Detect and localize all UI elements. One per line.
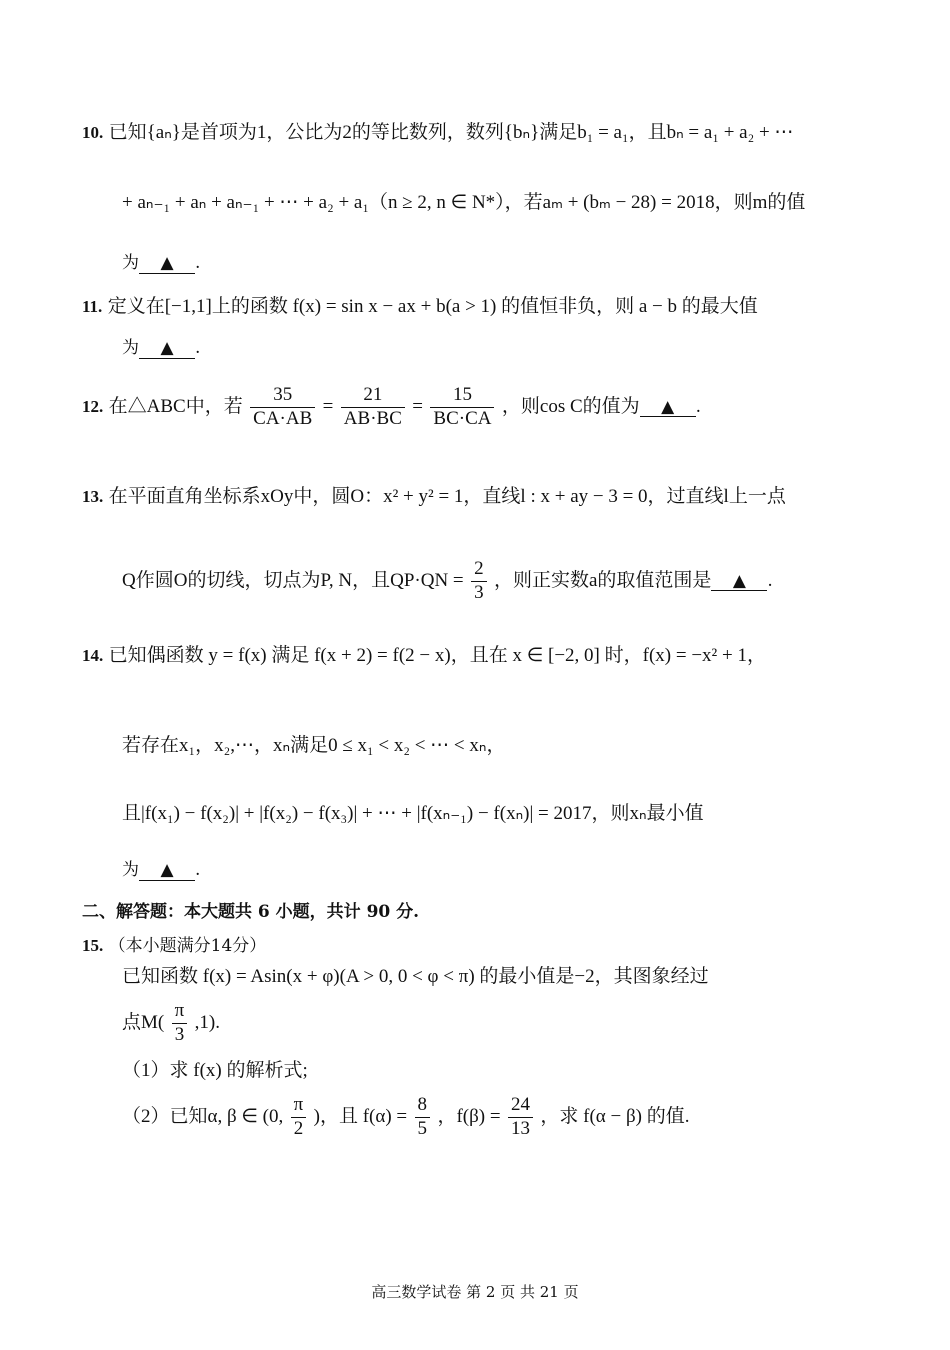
answer-blank bbox=[139, 254, 195, 274]
problem-number: 14. bbox=[82, 646, 104, 665]
answer-blank bbox=[139, 861, 195, 881]
problem-15-line-2 bbox=[122, 1000, 220, 1047]
triangle-icon: ▲ bbox=[160, 338, 174, 358]
page-footer: 高三数学试卷 第 2 页 共 21 页 bbox=[371, 1283, 579, 1301]
problem-number: 12. bbox=[82, 396, 104, 416]
fraction-3: $\frac{15}{BC\cdot CA}$ bbox=[430, 384, 494, 431]
problem-text: 为 bbox=[122, 860, 139, 880]
answer-blank bbox=[139, 339, 195, 359]
problem-text: （2）已知α, β ∈ (0, bbox=[122, 1105, 284, 1127]
problem-15-question-2: （2）已知α, β ∈ (0, $\frac{\pi}{2}$ )，且 f(α) = $\frac{8}{5}$ ，f(β) = $\frac{24}{13}$ ，求 f(α − β) 的值. bbox=[122, 1094, 690, 1139]
problem-text: . bbox=[195, 860, 201, 880]
problem-14-line-2 bbox=[122, 735, 505, 758]
problem-13-line-2: Q作圆O的切线，切点为P, N，且QP·QN = $\frac{2}{3}$ ，则正实数a的取值范围是 ▲ . bbox=[122, 558, 773, 603]
triangle-icon: ▲ bbox=[661, 396, 675, 417]
fraction-pi-3: $\frac{\pi}{3}$ bbox=[172, 1000, 188, 1047]
problem-text: ，则cos C的值为 bbox=[501, 395, 640, 417]
problem-15-line-1 bbox=[122, 966, 709, 989]
problem-11-line-1 bbox=[82, 296, 758, 319]
problem-11-line-2 bbox=[122, 338, 200, 359]
fraction-pi-2: $\frac{\pi}{2}$ bbox=[291, 1094, 307, 1141]
fraction-24-13: $\frac{24}{13}$ bbox=[508, 1094, 533, 1141]
problem-text: 若存在x₁，x₂,⋯，xₙ满足0 ≤ x₁ < x₂ < ⋯ < xₙ， bbox=[122, 735, 506, 756]
answer-blank bbox=[640, 398, 696, 418]
problem-14-line-1 bbox=[82, 645, 766, 668]
problem-10-line-1 bbox=[82, 122, 793, 145]
problem-12: 12. 在△ABC中，若 $\frac{35}{CA\cdot AB}$ = $\frac{21}{AB\cdot BC}$ = $\frac{15}{BC\cdot CA}$ ，则cos C的值为 ▲ . bbox=[82, 384, 702, 429]
problem-text: ,1). bbox=[194, 1011, 220, 1033]
problem-text: 在△ABC中，若 bbox=[108, 395, 243, 417]
problem-15-question-1 bbox=[122, 1060, 308, 1083]
problem-10-line-2 bbox=[122, 192, 805, 215]
fraction-1: $\frac{35}{CA\cdot AB}$ bbox=[250, 384, 315, 431]
problem-text: 已知{aₙ}是首项为1，公比为2的等比数列，数列{bₙ}满足b₁ = a₁，且bₙ = a₁ + a₂ + ⋯ bbox=[108, 122, 794, 143]
problem-text: 为 bbox=[122, 253, 139, 273]
section-heading: 二、解答题：本大题共 6 小题，共计 90 分. bbox=[82, 902, 420, 922]
answer-blank bbox=[711, 572, 767, 592]
problem-14-line-3 bbox=[122, 803, 704, 826]
fraction: $\frac{2}{3}$ bbox=[471, 558, 487, 605]
fraction-8-5: $\frac{8}{5}$ bbox=[415, 1094, 431, 1141]
problem-text: （1）求 f(x) 的解析式; bbox=[122, 1060, 308, 1081]
problem-text: 已知偶函数 y = f(x) 满足 f(x + 2) = f(2 − x)，且在 x ∈ [−2, 0] 时，f(x) = −x² + 1， bbox=[108, 645, 766, 666]
problem-number: 10. bbox=[82, 123, 104, 142]
problem-text: . bbox=[195, 253, 201, 273]
problem-text: 在平面直角坐标系xOy中，圆O：x² + y² = 1，直线l : x + ay − 3 = 0，过直线l上一点 bbox=[108, 486, 786, 507]
problem-text: 且|f(x₁) − f(x₂)| + |f(x₂) − f(x₃)| + ⋯ + |f(xₙ₋₁) − f(xₙ)| = 2017，则xₙ最小值 bbox=[122, 803, 704, 824]
problem-number: 11. bbox=[82, 297, 103, 316]
problem-10-line-3 bbox=[122, 253, 200, 274]
triangle-icon: ▲ bbox=[732, 570, 746, 591]
problem-15-header bbox=[82, 936, 266, 956]
problem-text: 定义在[−1,1]上的函数 f(x) = sin x − ax + b(a > 1) 的值恒非负，则 a − b 的最大值 bbox=[107, 296, 758, 317]
problem-13-line-1 bbox=[82, 486, 786, 509]
triangle-icon: ▲ bbox=[160, 253, 174, 273]
problem-text: . bbox=[195, 338, 201, 358]
problem-text: 已知函数 f(x) = Asin(x + φ)(A > 0, 0 < φ < π) 的最小值是−2，其图象经过 bbox=[122, 966, 709, 987]
problem-text: Q作圆O的切线，切点为P, N，且QP·QN = bbox=[122, 569, 464, 591]
problem-text: 为 bbox=[122, 338, 139, 358]
problem-number: 13. bbox=[82, 487, 104, 506]
problem-number: 15. bbox=[82, 936, 104, 955]
problem-text: + aₙ₋₁ + aₙ + aₙ₋₁ + ⋯ + a₂ + a₁（n ≥ 2, n ∈ N*），若aₘ + (bₘ − 28) = 2018，则m的值 bbox=[122, 192, 806, 213]
problem-14-line-4 bbox=[122, 860, 200, 881]
problem-text: ，则正实数a的取值范围是 bbox=[493, 569, 712, 591]
problem-text: 点M( bbox=[122, 1011, 165, 1033]
fraction-2: $\frac{21}{AB\cdot BC}$ bbox=[341, 384, 405, 431]
triangle-icon: ▲ bbox=[160, 860, 174, 880]
problem-score: （本小题满分14分） bbox=[108, 936, 267, 956]
